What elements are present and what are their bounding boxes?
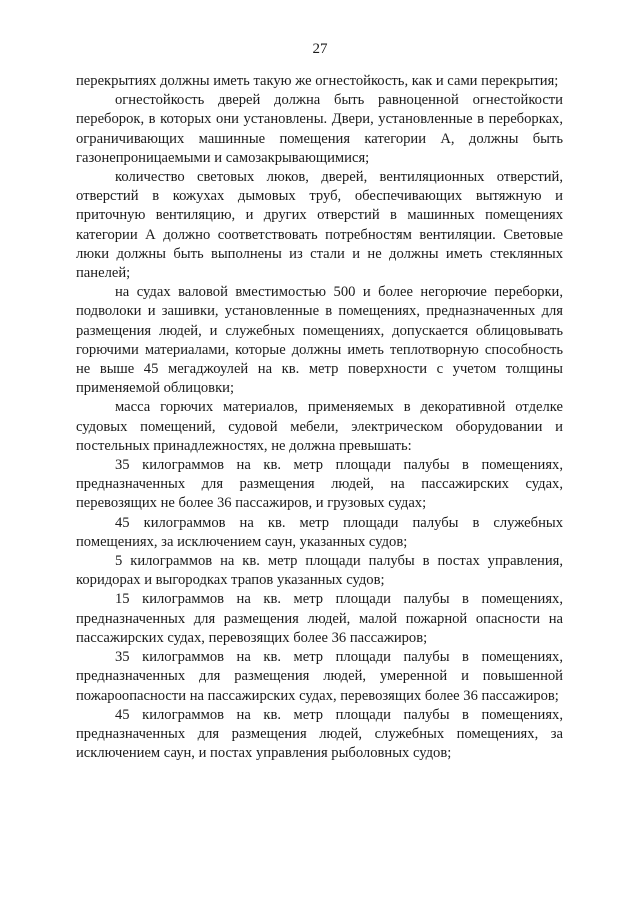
paragraph-5: масса горючих материалов, применяемых в декоративной отделке судовых помещений, судовой мебели, электрическом оборудовании и постельных принадлежностях, не должна превышать: bbox=[76, 399, 563, 454]
document-body bbox=[76, 72, 563, 763]
paragraph-1: перекрытиях должны иметь такую же огнестойкость, как и сами перекрытия; bbox=[76, 73, 559, 89]
paragraph-4: на судах валовой вместимостью 500 и более негорючие переборки, подволоки и зашивки, установленные в помещениях, предназначенных для размещения людей, и служебных помещениях, допускается облицовывать горючими материалами, которые должны иметь теплотворную способность не выше 45 мегаджоулей на кв. метр поверхности с учетом толщины применяемой облицовки; bbox=[76, 284, 563, 397]
paragraph-6: 35 килограммов на кв. метр площади палубы в помещениях, предназначенных для размещения людей, на пассажирских судах, перевозящих не более 36 пассажиров, и грузовых судах; bbox=[76, 457, 563, 512]
paragraph-10: 35 килограммов на кв. метр площади палубы в помещениях, предназначенных для размещения людей, умеренной и повышенной пожароопасности на пассажирских судах, перевозящих более 36 пассажиров; bbox=[76, 649, 563, 704]
paragraph-8: 5 килограммов на кв. метр площади палубы в постах управления, коридорах и выгородках трапов указанных судов; bbox=[76, 553, 563, 589]
page-number: 27 bbox=[312, 41, 328, 57]
paragraph-3: количество световых люков, дверей, вентиляционных отверстий, отверстий в кожухах дымовых труб, обеспечивающих вытяжную и приточную вентиляцию, и других отверстий в машинных помещениях категории А должно соответствовать потребностям вентиляции. Световые люки должны быть выполнены из стали и не должны иметь стеклянных панелей; bbox=[76, 169, 563, 282]
paragraph-2: огнестойкость дверей должна быть равноценной огнестойкости переборок, в которых они установлены. Двери, установленные в переборках, ограничивающих машинные помещения категории А, должны быть газонепроницаемыми и самозакрывающимися; bbox=[76, 92, 563, 166]
paragraph-11: 45 килограммов на кв. метр площади палубы в помещениях, предназначенных для размещения людей, служебных помещениях, за исключением саун, и постах управления рыболовных судов; bbox=[76, 706, 563, 762]
paragraph-9: 15 килограммов на кв. метр площади палубы в помещениях, предназначенных для размещения людей, малой пожарной опасности на пассажирских судах, перевозящих более 36 пассажиров; bbox=[76, 591, 563, 646]
paragraph-7: 45 килограммов на кв. метр площади палубы в служебных помещениях, за исключением саун, указанных судов; bbox=[76, 514, 563, 550]
